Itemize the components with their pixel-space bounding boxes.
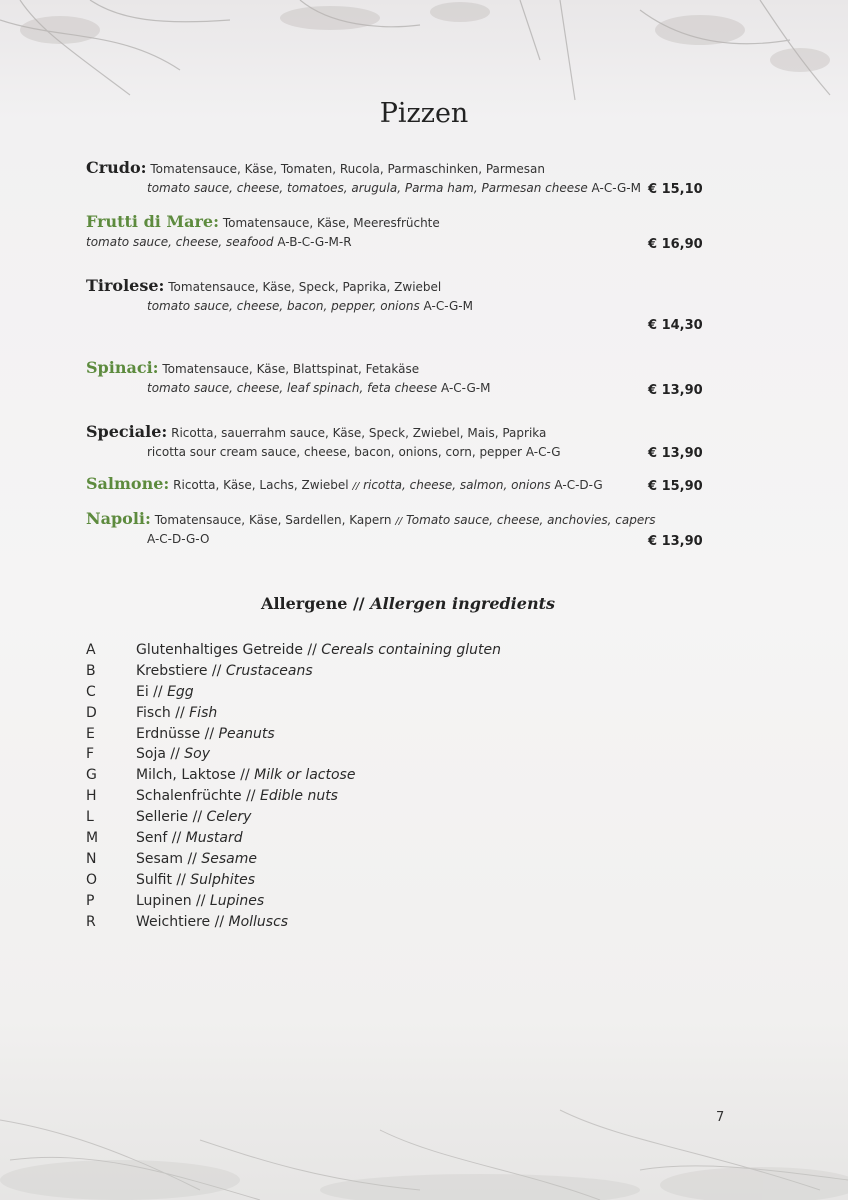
allergen-name-de: Krebstiere //	[136, 662, 222, 679]
allergen-name-en: Mustard	[185, 830, 243, 847]
item-price: € 13,90	[648, 383, 703, 398]
item-price: € 13,90	[648, 534, 703, 549]
item-description-de: Ricotta, sauerrahm sauce, Käse, Speck, Zwiebel, Mais, Paprika	[171, 426, 547, 440]
item-price: € 13,90	[648, 446, 703, 461]
allergen-row	[86, 726, 501, 747]
allergen-letter: O	[86, 871, 98, 888]
allergen-name-en: Sesame	[201, 850, 257, 867]
allergen-name-en: Peanuts	[218, 725, 275, 742]
allergen-letter: F	[86, 746, 95, 763]
allergen-name-en: Crustaceans	[225, 662, 313, 679]
allergen-row	[86, 872, 501, 893]
allergen-codes: A-C-G-M	[591, 181, 641, 195]
allergen-name-en: Molluscs	[228, 913, 289, 930]
item-price: € 16,90	[648, 237, 703, 252]
item-name: Tirolese:	[86, 276, 165, 295]
allergen-letter: C	[86, 683, 96, 700]
item-description-de: Tomatensauce, Käse, Meeresfrüchte	[222, 216, 440, 230]
allergen-codes: A-B-C-G-M-R	[277, 235, 352, 249]
item-description-en: Tomato sauce, cheese, anchovies, capers	[405, 513, 656, 527]
allergen-letter: L	[86, 809, 94, 826]
allergen-letter: B	[86, 662, 96, 679]
item-description-de: Tomatensauce, Käse, Sardellen, Kapern	[154, 513, 392, 527]
allergen-row	[86, 893, 501, 914]
allergen-name-en: Cereals containing gluten	[321, 642, 501, 658]
allergen-letter: D	[86, 704, 97, 721]
item-description-en: ricotta sour cream sauce, cheese, bacon, onions, corn, pepper	[147, 445, 522, 459]
menu-item-frutti-di-mare	[86, 212, 706, 249]
allergen-name-en: Celery	[206, 809, 252, 826]
page-title: Pizzen	[379, 98, 469, 129]
allergen-codes: A-C-G-M	[423, 299, 473, 313]
menu-item-spinaci	[86, 358, 706, 395]
allergen-name-de: Ei //	[136, 683, 163, 700]
allergen-row	[86, 851, 501, 872]
item-name: Crudo:	[86, 158, 147, 177]
allergen-letter: P	[86, 892, 95, 909]
item-description-en: tomato sauce, cheese, bacon, pepper, onions	[147, 299, 420, 313]
item-description-en: tomato sauce, cheese, seafood	[86, 235, 274, 249]
item-description-de: Ricotta, Käse, Lachs, Zwiebel	[173, 478, 349, 492]
allergen-name-en: Soy	[184, 746, 211, 763]
item-name: Napoli:	[86, 509, 151, 528]
allergen-letter: M	[86, 830, 99, 847]
allergen-name-de: Erdnüsse //	[136, 725, 215, 742]
item-price: € 14,30	[648, 318, 703, 333]
item-description-en: tomato sauce, cheese, leaf spinach, feta cheese	[147, 381, 438, 395]
allergen-row	[86, 809, 501, 830]
allergen-name-en: Egg	[167, 683, 194, 700]
item-name: Frutti di Mare:	[86, 212, 219, 231]
allergen-letter: G	[86, 767, 97, 784]
allergen-name-de: Glutenhaltiges Getreide //	[136, 642, 317, 658]
item-description-de: Tomatensauce, Käse, Speck, Paprika, Zwiebel	[168, 280, 442, 294]
allergen-name-de: Sulfit //	[136, 871, 186, 888]
item-description-en: ricotta, cheese, salmon, onions	[363, 478, 551, 492]
menu-item-speciale	[86, 422, 706, 459]
allergen-row	[86, 642, 501, 663]
allergen-row	[86, 788, 501, 809]
allergen-row	[86, 684, 501, 705]
allergen-name-de: Schalenfrüchte //	[136, 788, 256, 805]
allergen-row	[86, 830, 501, 851]
menu-item-napoli	[86, 509, 706, 546]
allergen-name-en: Milk or lactose	[254, 767, 356, 784]
item-price: € 15,90	[648, 479, 703, 494]
allergen-list	[86, 642, 501, 934]
allergen-name-en: Sulphites	[190, 871, 255, 888]
allergen-row	[86, 767, 501, 788]
item-description-en: tomato sauce, cheese, tomatoes, arugula, Parma ham, Parmesan cheese	[147, 181, 588, 195]
allergen-name-de: Sellerie //	[136, 809, 203, 826]
allergen-name-de: Sesam //	[136, 850, 197, 867]
menu-item-salmone	[86, 474, 706, 493]
allergen-row	[86, 663, 501, 684]
allergen-name-en: Fish	[189, 704, 218, 721]
allergen-codes: A-C-G	[525, 445, 561, 459]
item-description-de: Tomatensauce, Käse, Blattspinat, Fetakäse	[162, 362, 420, 376]
item-description-de: Tomatensauce, Käse, Tomaten, Rucola, Parmaschinken, Parmesan	[150, 162, 545, 176]
allergen-letter: H	[86, 788, 97, 805]
allergen-codes: A-C-G-M	[441, 381, 491, 395]
allergen-letter: E	[86, 725, 95, 742]
allergen-name-de: Milch, Laktose //	[136, 767, 250, 784]
item-name: Salmone:	[86, 474, 170, 493]
item-name: Speciale:	[86, 422, 168, 441]
allergen-row	[86, 914, 501, 935]
allergen-letter: N	[86, 850, 97, 867]
allergen-name-de: Soja //	[136, 746, 180, 763]
allergen-codes: A-C-D-G-O	[147, 532, 210, 546]
menu-item-tirolese	[86, 276, 706, 313]
allergen-row	[86, 746, 501, 767]
allergen-heading-en: Allergen ingredients	[370, 594, 555, 613]
allergen-name-en: Lupines	[209, 892, 265, 909]
allergen-name-de: Senf //	[136, 830, 182, 847]
allergen-letter: R	[86, 913, 96, 930]
page-number: 7	[716, 1110, 725, 1125]
menu-item-crudo	[86, 158, 706, 195]
allergen-name-en: Edible nuts	[259, 788, 338, 805]
foliage-decoration-top	[0, 0, 848, 110]
allergen-name-de: Weichtiere //	[136, 913, 225, 930]
allergen-codes: A-C-D-G	[554, 478, 603, 492]
allergen-name-de: Fisch //	[136, 704, 185, 721]
item-name: Spinaci:	[86, 358, 159, 377]
separator: //	[395, 516, 403, 527]
item-price: € 15,10	[648, 182, 703, 197]
allergen-letter: A	[86, 642, 96, 658]
allergen-name-de: Lupinen //	[136, 892, 206, 909]
allergen-row	[86, 705, 501, 726]
allergen-heading	[0, 594, 816, 613]
allergen-heading-de: Allergene //	[261, 594, 365, 613]
separator: //	[352, 481, 360, 492]
